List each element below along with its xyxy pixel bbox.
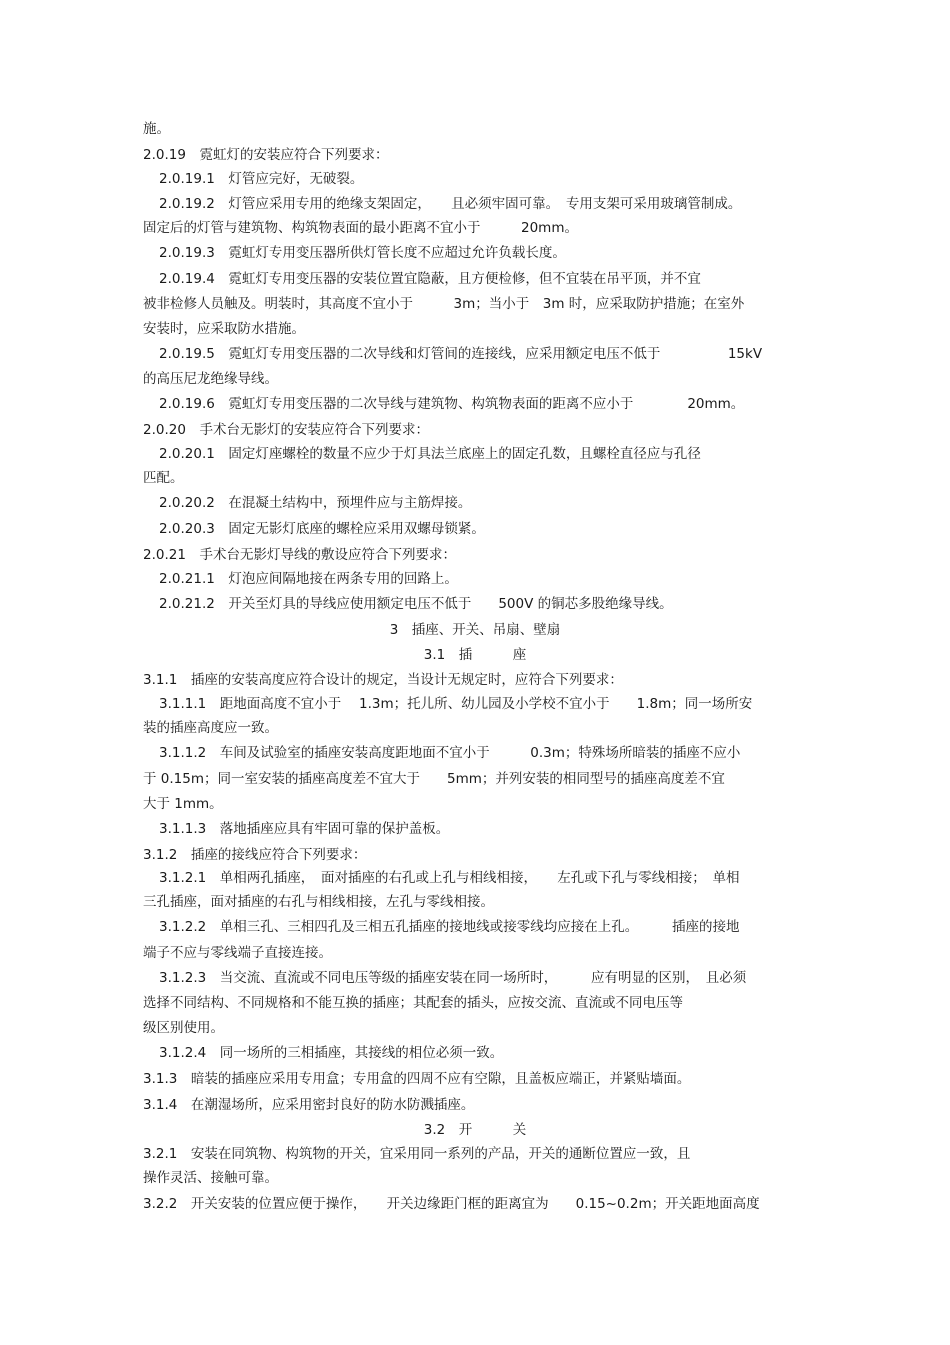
clause-heading: 2.0.21 手术台无影灯导线的敷设应符合下列要求： (143, 547, 456, 563)
clause-heading: 2.0.19 霓虹灯的安装应符合下列要求： (143, 147, 389, 163)
text-line: 的高压尼龙绝缘导线。 (143, 371, 278, 387)
text-line: 选择不同结构、不同规格和不能互换的插座；其配套的插头，应按交流、直流或不同电压等 (143, 995, 683, 1011)
chapter-heading: 3 插座、开关、吊扇、壁扇 (389, 622, 561, 638)
text-line: 3.1.2.3 当交流、直流或不同电压等级的插座安装在同一场所时， 应有明显的区别， 且必须 (159, 970, 747, 986)
text-line: 操作灵活、接触可靠。 (143, 1170, 278, 1186)
text-line: 2.0.20.2 在混凝土结构中，预埋件应与主筋焊接。 (159, 495, 472, 511)
text-line: 三孔插座，面对插座的右孔与相线相接，左孔与零线相接。 (143, 894, 494, 910)
text-line: 2.0.19.6 霓虹灯专用变压器的二次导线与建筑物、构筑物表面的距离不应小于 20mm。 (159, 396, 745, 412)
text-line: 安装时，应采取防水措施。 (143, 321, 305, 337)
text-line: 3.1.1.2 车间及试验室的插座安装高度距地面不宜小于 0.3m；特殊场所暗装的插座不应小 (159, 745, 741, 761)
text-line: 3.1.2.2 单相三孔、三相四孔及三相五孔插座的接地线或接零线均应接在上孔。 插座的接地 (159, 919, 740, 935)
text-line: 2.0.19.1 灯管应完好，无破裂。 (159, 171, 364, 187)
text-line: 固定后的灯管与建筑物、构筑物表面的最小距离不宜小于 20mm。 (143, 220, 578, 236)
text-line: 2.0.20.3 固定无影灯底座的螺栓应采用双螺母锁紧。 (159, 521, 485, 537)
text-line: 级区别使用。 (143, 1020, 224, 1036)
text-line: 3.1.2.4 同一场所的三相插座，其接线的相位必须一致。 (159, 1045, 504, 1061)
text-line: 3.1.1.1 距地面高度不宜小于 1.3m；托儿所、幼儿园及小学校不宜小于 1.8m；同一场所安 (159, 696, 753, 712)
text-line: 端子不应与零线端子直接连接。 (143, 945, 332, 961)
clause-heading: 3.1.4 在潮湿场所，应采用密封良好的防水防溅插座。 (143, 1097, 475, 1113)
section-heading: 3.1 插 座 (423, 647, 527, 663)
text-line: 3.1.2.1 单相两孔插座， 面对插座的右孔或上孔与相线相接， 左孔或下孔与零线相接； 单相 (159, 870, 740, 886)
text-line: 施。 (143, 121, 170, 137)
text-line: 3.1.1.3 落地插座应具有牢固可靠的保护盖板。 (159, 821, 450, 837)
clause-heading: 2.0.20 手术台无影灯的安装应符合下列要求： (143, 422, 429, 438)
section-heading: 3.2 开 关 (423, 1122, 527, 1138)
text-line: 2.0.19.5 霓虹灯专用变压器的二次导线和灯管间的连接线，应采用额定电压不低于 15kV (159, 346, 763, 362)
text-line: 2.0.21.2 开关至灯具的导线应使用额定电压不低于 500V 的铜芯多股绝缘导线。 (159, 596, 673, 612)
clause-heading: 3.2.2 开关安装的位置应便于操作， 开关边缘距门框的距离宜为 0.15~0.2m；开关距地面高度 (143, 1196, 760, 1212)
text-line: 匹配。 (143, 470, 184, 486)
text-line: 2.0.21.1 灯泡应间隔地接在两条专用的回路上。 (159, 571, 458, 587)
text-line: 2.0.19.3 霓虹灯专用变压器所供灯管长度不应超过允许负载长度。 (159, 245, 566, 261)
clause-heading: 3.2.1 安装在同筑物、构筑物的开关，宜采用同一系列的产品，开关的通断位置应一致，且 (143, 1146, 691, 1162)
text-line: 2.0.20.1 固定灯座螺栓的数量不应少于灯具法兰底座上的固定孔数，且螺栓直径应与孔径 (159, 446, 701, 462)
clause-heading: 3.1.3 暗装的插座应采用专用盒；专用盒的四周不应有空隙，且盖板应端正，并紧贴墙面。 (143, 1071, 691, 1087)
text-line: 2.0.19.2 灯管应采用专用的绝缘支架固定， 且必须牢固可靠。 专用支架可采用玻璃管制成。 (159, 196, 742, 212)
clause-heading: 3.1.1 插座的安装高度应符合设计的规定，当设计无规定时，应符合下列要求： (143, 672, 623, 688)
text-line: 大于 1mm。 (143, 796, 223, 812)
clause-heading: 3.1.2 插座的接线应符合下列要求： (143, 847, 367, 863)
text-line: 2.0.19.4 霓虹灯专用变压器的安装位置宜隐蔽，且方便检修，但不宜装在吊平顶，并不宜 (159, 271, 701, 287)
text-line: 于 0.15m；同一室安装的插座高度差不宜大于 5mm；并列安装的相同型号的插座高度差不宜 (143, 771, 725, 787)
text-line: 装的插座高度应一致。 (143, 720, 278, 736)
text-line: 被非检修人员触及。明装时，其高度不宜小于 3m；当小于 3m 时，应采取防护措施；在室外 (143, 296, 745, 312)
